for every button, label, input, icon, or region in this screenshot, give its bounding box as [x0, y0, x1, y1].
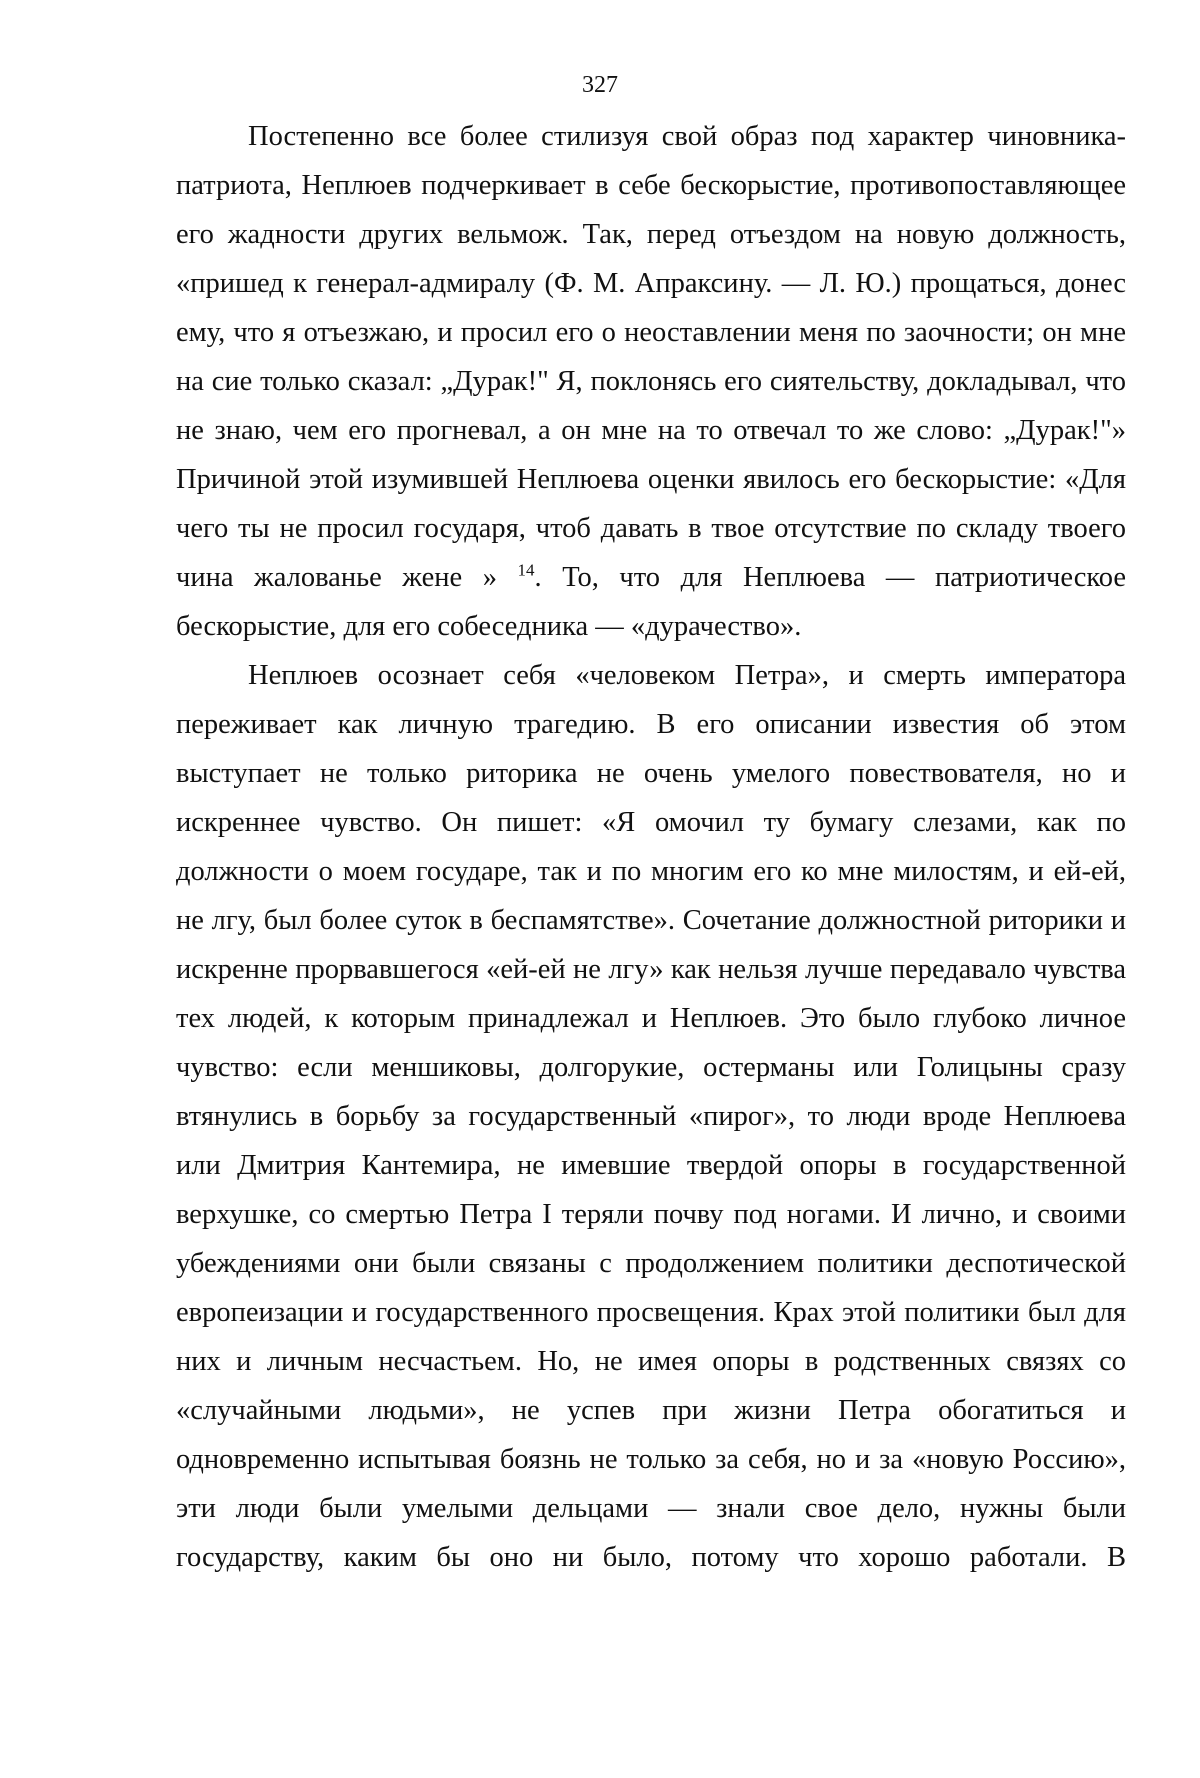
text-line: втянулись в борьбу за государственный «пирог», то люди вроде Неплюева — [176, 1101, 1126, 1132]
text-line: «случайными людьми», не успев при жизни Петра обогатиться и — [176, 1395, 1126, 1426]
text-line: бескорыстие, для его собеседника — «дурачество». — [176, 611, 802, 642]
text-line: патриота, Неплюев подчеркивает в себе бескорыстие, противопоставляющее — [176, 170, 1126, 201]
text-line: выступает не только риторика не очень умелого повествователя, но и — [176, 758, 1126, 789]
text-line: верхушке, со смертью Петра I теряли почву под ногами. И лично, и своими — [176, 1199, 1126, 1230]
text-line: Постепенно все более стилизуя свой образ под характер чиновника- — [248, 121, 1126, 152]
text-line — [176, 1680, 1126, 1729]
footnote-reference[interactable]: 14 — [517, 560, 535, 580]
text-line — [176, 1631, 1126, 1680]
paragraph — [176, 112, 1126, 651]
line-segment: чина жалованье жене » — [176, 562, 497, 593]
text-line: европеизации и государственного просвещения. Крах этой политики был для — [176, 1297, 1126, 1328]
text-line: Причиной этой изумившей Неплюева оценки явилось его бескорыстие: «Для — [176, 464, 1126, 495]
text-line: убеждениями они были связаны с продолжением политики деспотической — [176, 1248, 1126, 1279]
page-number: 327 — [582, 72, 618, 98]
text-line: чего ты не просил государя, чтоб давать в твое отсутствие по складу твоего — [176, 513, 1126, 544]
text-line: эти люди были умелыми дельцами — знали свое дело, нужны были — [176, 1493, 1126, 1524]
text-line: чувство: если меншиковы, долгорукие, остерманы или Голицыны сразу — [176, 1052, 1126, 1083]
text-line: или Дмитрия Кантемира, не имевшие твердой опоры в государственной — [176, 1150, 1126, 1181]
text-line — [176, 1729, 1126, 1778]
text-line: переживает как личную трагедию. В его описании известия об этом — [176, 709, 1126, 740]
text-line: тех людей, к которым принадлежал и Неплюев. Это было глубоко личное — [176, 1003, 1126, 1034]
text-line: одновременно испытывая боязнь не только за себя, но и за «новую Россию», — [176, 1444, 1126, 1475]
text-line: искреннее чувство. Он пишет: «Я омочил ту бумагу слезами, как по — [176, 807, 1126, 838]
text-line: Неплюев осознает себя «человеком Петра», и смерть императора — [248, 660, 1126, 691]
text-line: на сие только сказал: „Дурак!" Я, поклонясь его сиятельству, докладывал, что — [176, 366, 1126, 397]
text-line: них и личным несчастьем. Но, не имея опоры в родственных связях со — [176, 1346, 1126, 1377]
text-line: не лгу, был более суток в беспамятстве». Сочетание должностной риторики и — [176, 905, 1126, 936]
text-line — [176, 1582, 1126, 1631]
text-line: искренне прорвавшегося «ей-ей не лгу» как нельзя лучше передавало чувства — [176, 954, 1126, 985]
line-segment: . То, что для Неплюева — патриотическое — [534, 562, 1126, 593]
text-line: не знаю, чем его прогневал, а он мне на то отвечал то же слово: „Дурак!"» — [176, 415, 1126, 446]
text-line — [176, 553, 1126, 602]
paragraph — [176, 651, 1126, 1778]
body-text — [176, 112, 1126, 1778]
text-line: ему, что я отъезжаю, и просил его о неоставлении меня по заочности; он мне — [176, 317, 1126, 348]
text-line: должности о моем государе, так и по многим его ко мне милостям, и ей-ей, — [176, 856, 1126, 887]
text-line: государству, каким бы оно ни было, потому что хорошо работали. В — [176, 1542, 1126, 1573]
text-line: «пришед к генерал-адмиралу (Ф. М. Апраксину. — Л. Ю.) прощаться, донес — [176, 268, 1126, 299]
text-line: его жадности других вельмож. Так, перед отъездом на новую должность, — [176, 219, 1126, 250]
